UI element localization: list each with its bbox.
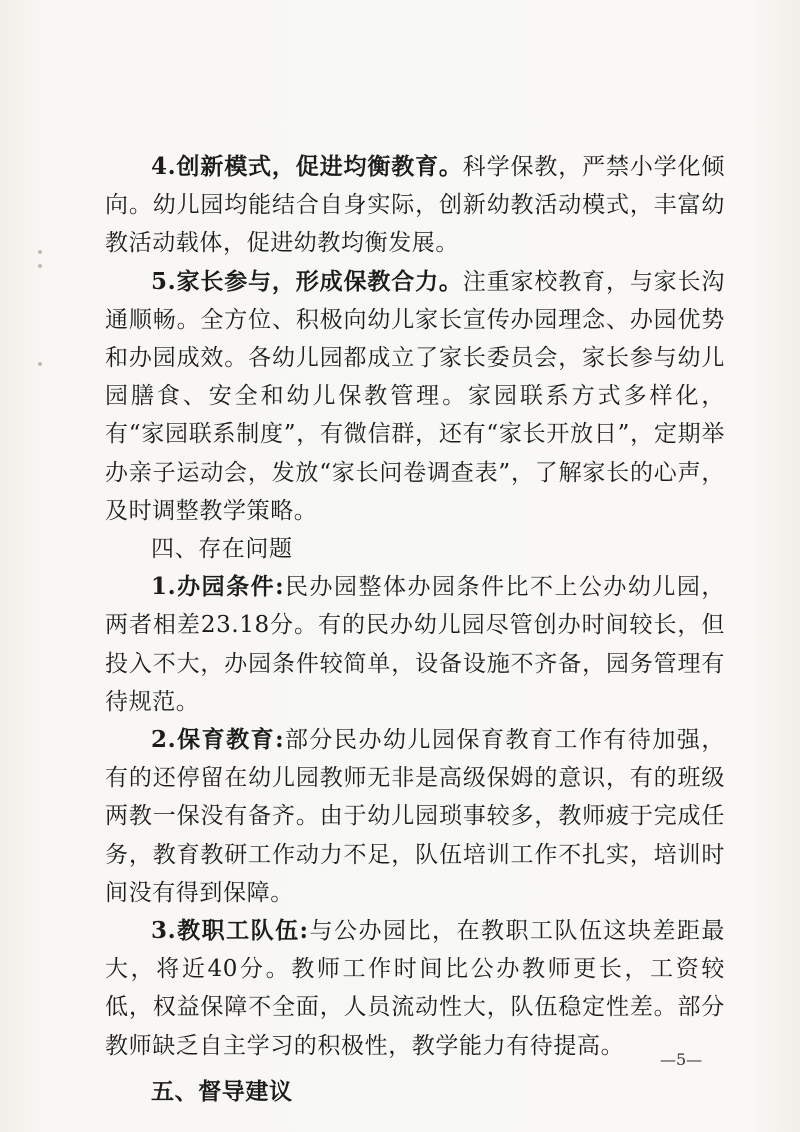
paragraph-innovation <box>105 148 725 263</box>
page-number: —5— <box>660 1050 703 1069</box>
paragraph-text: 部分民办幼儿园保育教育工作有待加强，有的还停留在幼儿园教师无非是高级保姆的意识，有的班级两教一保没有备齐。由于幼儿园琐事较多，教师疲于完成任务，教育教研工作动力不足，队伍培训工作不扎实，培训时间没有得到保障。 <box>105 727 725 906</box>
paragraph-parents <box>105 263 725 530</box>
problem-staff <box>105 912 725 1065</box>
binding-hole <box>38 362 42 366</box>
document-body <box>105 148 725 1111</box>
paragraph-lead: 4.创新模式，促进均衡教育。 <box>151 153 463 180</box>
paragraph-lead: 3.教职工队伍: <box>151 917 309 945</box>
section-heading-problems: 四、存在问题 <box>151 536 293 563</box>
paragraph-lead: 1.办园条件: <box>151 573 285 601</box>
paragraph-lead: 5.家长参与，形成保教合力。 <box>151 267 463 295</box>
paragraph-text: 民办园整体办园条件比不上公办幼儿园，两者相差23.18分。有的民办幼儿园尽管创办时间较长，但投入不大，办园条件较简单，设备设施不齐备，园务管理有待规范。 <box>105 574 725 715</box>
problem-conditions <box>105 568 725 721</box>
binding-hole <box>38 250 42 254</box>
paragraph-text: 科学保教，严禁小学化倾向。幼儿园均能结合自身实际，创新幼教活动模式，丰富幼教活动载体，促进幼教均衡发展。 <box>105 154 725 257</box>
binding-hole <box>38 264 42 268</box>
paragraph-text: 与公办园比，在教职工队伍这块差距最大，将近40分。教师工作时间比公办教师更长，工资较低，权益保障不全面，人员流动性大，队伍稳定性差。部分教师缺乏自主学习的积极性，教学能力有待提高。 <box>105 918 725 1059</box>
paragraph-text: 注重家校教育，与家长沟通顺畅。全方位、积极向幼儿家长宣传办园理念、办园优势和办园成效。各幼儿园都成立了家长委员会，家长参与幼儿园膳食、安全和幼儿保教管理。家园联系方式多样化，有“家园联系制度”，有微信群，还有“家长开放日”，定期举办亲子运动会，发放“家长问卷调查表”，了解家长的心声，及时调整教学策略。 <box>105 268 725 524</box>
paragraph-lead: 2.保育教育: <box>151 726 285 754</box>
problem-education <box>105 721 725 912</box>
section-heading-suggestions: 五、督导建议 <box>151 1077 293 1105</box>
